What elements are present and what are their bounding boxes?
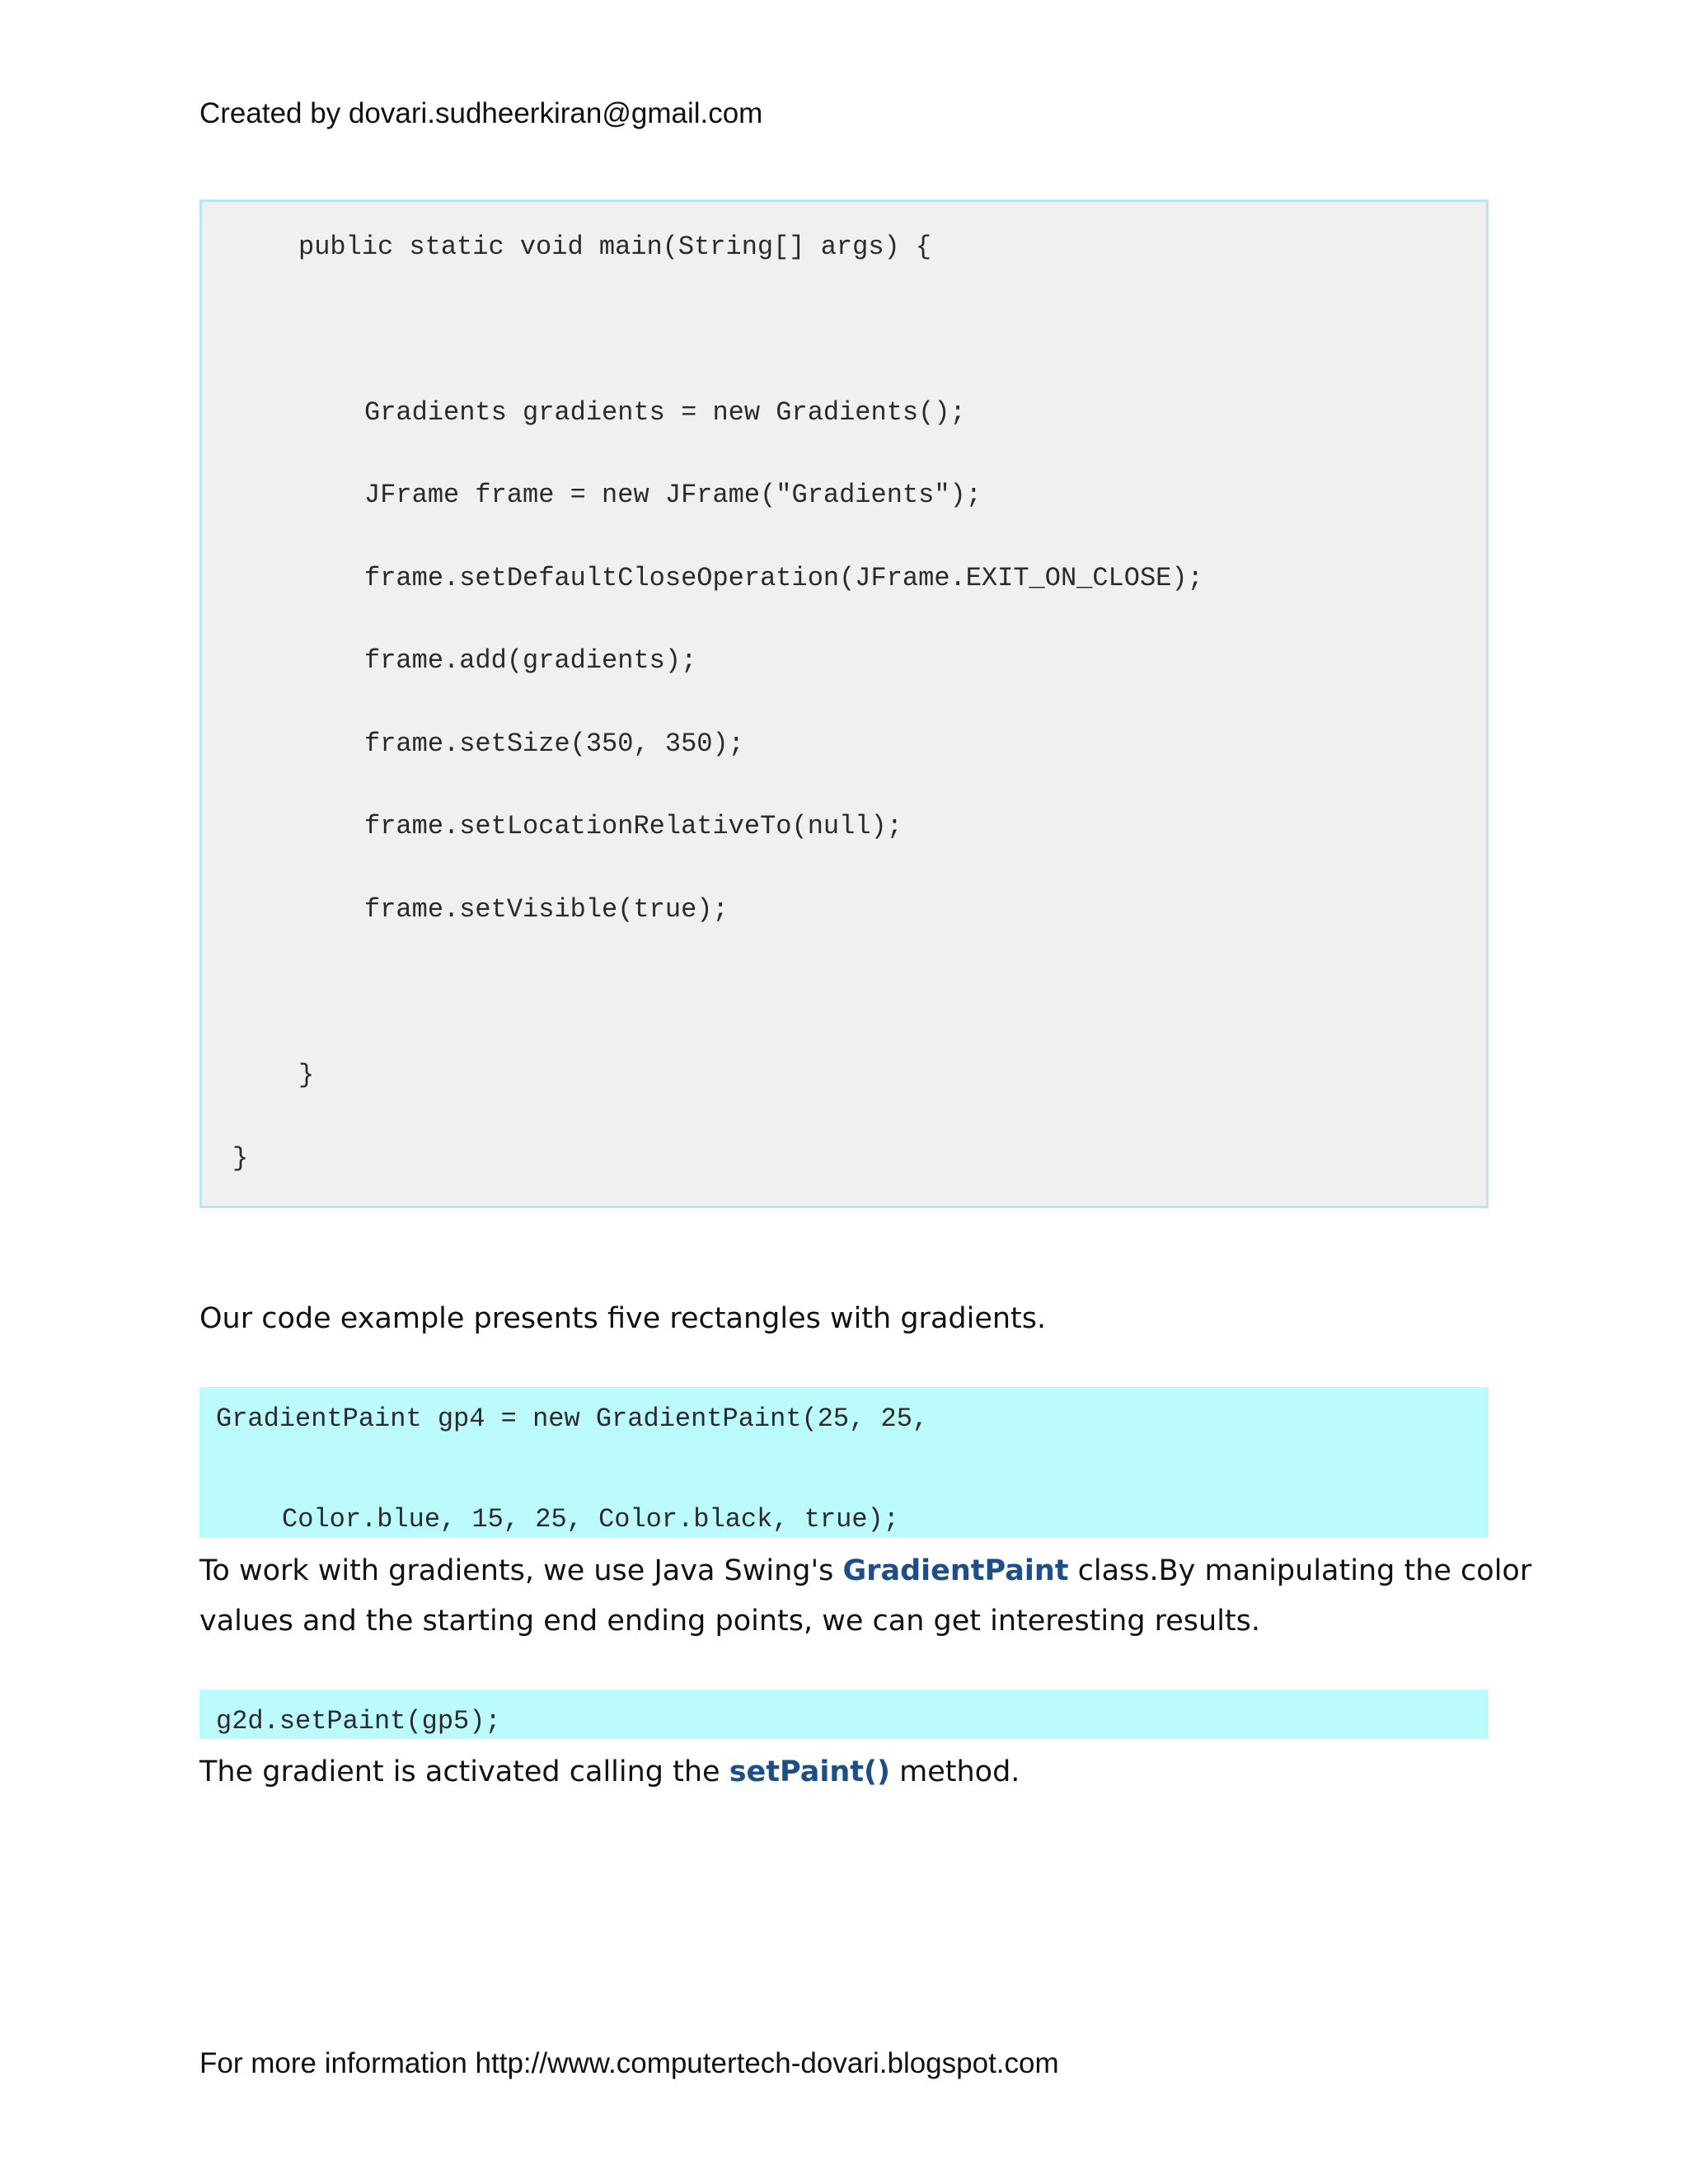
code-line: Gradients gradients = new Gradients(); bbox=[364, 397, 966, 428]
method-name-keyword: setPaint() bbox=[729, 1755, 890, 1788]
code-line: g2d.setPaint(gp5); bbox=[216, 1706, 501, 1736]
class-name-keyword: GradientPaint bbox=[842, 1554, 1069, 1587]
code-line: frame.setLocationRelativeTo(null); bbox=[364, 811, 903, 841]
paragraph-text: To work with gradients, we use Java Swing's bbox=[199, 1554, 843, 1587]
code-line: frame.setVisible(true); bbox=[364, 894, 729, 925]
page-header: Created by dovari.sudheerkiran@gmail.com bbox=[199, 97, 763, 129]
paragraph bbox=[199, 1294, 1489, 1344]
code-line: public static void main(String[] args) { bbox=[298, 232, 932, 262]
code-line: } bbox=[232, 1143, 249, 1174]
code-line: frame.add(gradients); bbox=[364, 645, 697, 676]
code-line: frame.setSize(350, 350); bbox=[364, 729, 744, 759]
paragraph-text: class.By manipulating the color bbox=[1068, 1554, 1532, 1587]
code-line: Color.blue, 15, 25, Color.black, true); bbox=[282, 1504, 899, 1535]
paragraph-text: Our code example presents five rectangles with gradients. bbox=[199, 1302, 1047, 1335]
paragraph-line bbox=[199, 1546, 1532, 1596]
code-snippet bbox=[199, 1690, 1489, 1739]
code-line: frame.setDefaultCloseOperation(JFrame.EXIT_ON_CLOSE); bbox=[364, 563, 1203, 593]
paragraph-line: values and the starting end ending points, we can get interesting results. bbox=[199, 1605, 1261, 1638]
code-line: GradientPaint gp4 = new GradientPaint(25, 25, bbox=[216, 1404, 929, 1434]
page-footer: For more information http://www.computertech-dovari.blogspot.com bbox=[199, 2047, 1059, 2079]
paragraph-text: method. bbox=[890, 1755, 1020, 1788]
code-block bbox=[199, 199, 1489, 1208]
paragraph bbox=[199, 1747, 1489, 1797]
code-line: } bbox=[298, 1060, 315, 1090]
code-line: JFrame frame = new JFrame("Gradients"); bbox=[364, 480, 982, 510]
paragraph bbox=[199, 1546, 1532, 1647]
code-snippet bbox=[199, 1387, 1489, 1538]
paragraph-text: The gradient is activated calling the bbox=[199, 1755, 729, 1788]
